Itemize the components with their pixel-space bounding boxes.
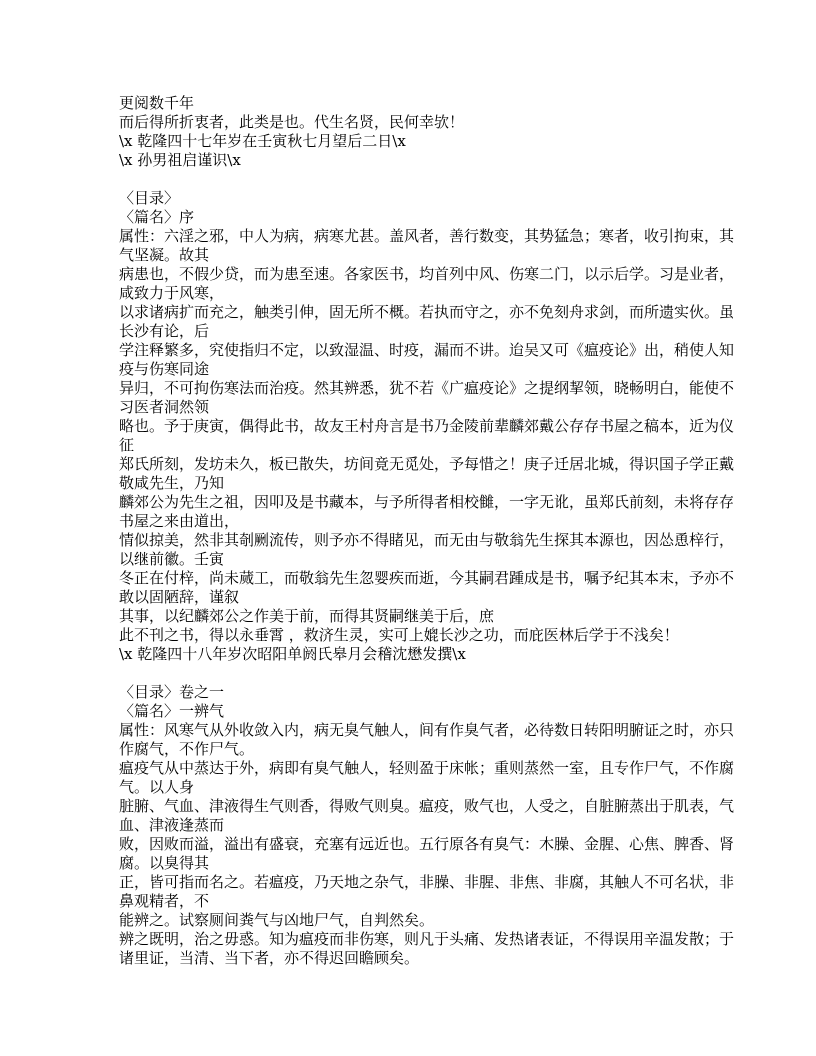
text-line: 能辨之。试察厕间粪气与凶地尸气，自判然矣。 (119, 911, 435, 929)
document-page (119, 94, 735, 987)
toc-heading: 〈目录〉 (119, 189, 180, 207)
text-line: 辨之既明，治之毋惑。知为瘟疫而非伤寒，则凡于头痛、发热诸表证，不得误用辛温发散；于 (119, 930, 735, 948)
text-line: 其事，以纪麟郊公之作美于前，而得其贤嗣继美于后，庶 (119, 607, 495, 625)
text-line: 腐。以臭得其 (119, 854, 210, 872)
text-line: 气坚凝。故其 (119, 246, 210, 264)
section-title-bian-qi: 〈篇名〉一辨气 (119, 702, 225, 720)
text-line: 以求诸病扩而充之，触类引伸，固无所不概。若执而守之，亦不免刻舟求剑，而所遗实伙。虽 (119, 303, 735, 321)
text-line: 冬正在付梓，尚未蒇工，而敬翁先生忽婴疾而逝，今其嗣君踵成是书，嘱予纪其本末，予亦不 (119, 569, 735, 587)
text-line: 略也。予于庚寅，偶得此书，故友王村舟言是书乃金陵前辈麟郊戴公存存书屋之稿本，近为仪 (119, 417, 735, 435)
text-line: 败，因败而溢，溢出有盛衰，充塞有远近也。五行原各有臭气：木臊、金腥、心焦、脾香、肾 (119, 835, 735, 853)
text-line: 属性：风寒气从外收敛入内，病无臭气触人，间有作臭气者，必待数日转阳明腑证之时，亦只 (119, 721, 735, 739)
text-line: 属性：六淫之邪，中人为病，病寒尤甚。盖风者，善行数变，其势猛急；寒者，收引拘束，其 (119, 227, 735, 245)
text-line: 鼻观精者，不 (119, 892, 210, 910)
text-line: 敬咸先生，乃知 (119, 474, 225, 492)
text-line: 病患也，不假少贷，而为患至速。各家医书，均首列中风、伤寒二门，以示后学。习是业者， (119, 265, 735, 283)
text-line (119, 968, 703, 987)
text-line: 书屋之来由道出， (119, 512, 240, 530)
colophon-date: \x 乾隆四十七年岁在壬寅秋七月望后二日\x (119, 132, 406, 150)
text-line: 血、津液逢蒸而 (119, 816, 225, 834)
colophon-signature: \x 孙男祖启谨识\x (119, 151, 241, 169)
text-line: 疫与伤寒同途 (119, 360, 210, 378)
blank-line (119, 170, 703, 189)
text-line: 此不刊之书，得以永垂霄 ，救济生灵，实可上媲长沙之功，而庇医林后学于不浅矣！ (119, 626, 679, 644)
toc-heading-volume-1: 〈目录〉卷之一 (119, 683, 225, 701)
text-line: 以继前徽。壬寅 (119, 550, 225, 568)
text-line: 敢以固陋辞，谨叙 (119, 588, 240, 606)
text-line: 而后得所折衷者，此类是也。代生名贤，民何幸欤！ (119, 113, 465, 131)
text-line: 更阅数千年 (119, 94, 195, 112)
text-line: 情似掠美，然非其剞劂流传，则予亦不得睹见，而无由与敬翁先生探其本源也，因怂恿梓行， (119, 531, 735, 549)
text-line: 学注释繁多，究使指归不定，以致湿温、时疫，漏而不讲。迨吴又可《瘟疫论》出，稍使人知 (119, 341, 735, 359)
text-line: 作腐气，不作尸气。 (119, 740, 255, 758)
text-line: 麟郊公为先生之祖，因叩及是书藏本，与予所得者相校雠，一字无讹，虽郑氏前刻，未将存存 (119, 493, 735, 511)
text-line: 习医者洞然领 (119, 398, 210, 416)
text-line: 瘟疫气从中蒸达于外，病即有臭气触人，轻则盈于床帐；重则蒸然一室，且专作尸气，不作腐 (119, 759, 735, 777)
blank-line (119, 664, 703, 683)
text-line: 正，皆可指而名之。若瘟疫，乃天地之杂气，非臊、非腥、非焦、非腐，其触人不可名状，非 (119, 873, 735, 891)
text-line: 郑氏所刻，发坊未久，板已散失，坊间竟无觅处，予每惜之！庚子迁居北城，得识国子学正戴 (119, 455, 735, 473)
text-line: 诸里证，当清、当下者，亦不得迟回瞻顾矣。 (119, 949, 420, 967)
text-line: 脏腑、气血、津液得生气则香，得败气则臭。瘟疫，败气也，人受之，自脏腑蒸出于肌表，气 (119, 797, 735, 815)
section-title-preface: 〈篇名〉序 (119, 208, 195, 226)
colophon-preface-author: \x 乾隆四十八年岁次昭阳单阏氏皋月会稽沈懋发撰\x (119, 645, 466, 663)
text-line: 异归，不可拘伤寒法而治疫。然其辨悉，犹不若《广瘟疫论》之提纲挈领，晓畅明白，能使不 (119, 379, 735, 397)
text-line: 咸致力于风寒， (119, 284, 225, 302)
text-line: 征 (119, 436, 135, 454)
text-line: 气。以人身 (119, 778, 195, 796)
text-line: 长沙有论，后 (119, 322, 210, 340)
